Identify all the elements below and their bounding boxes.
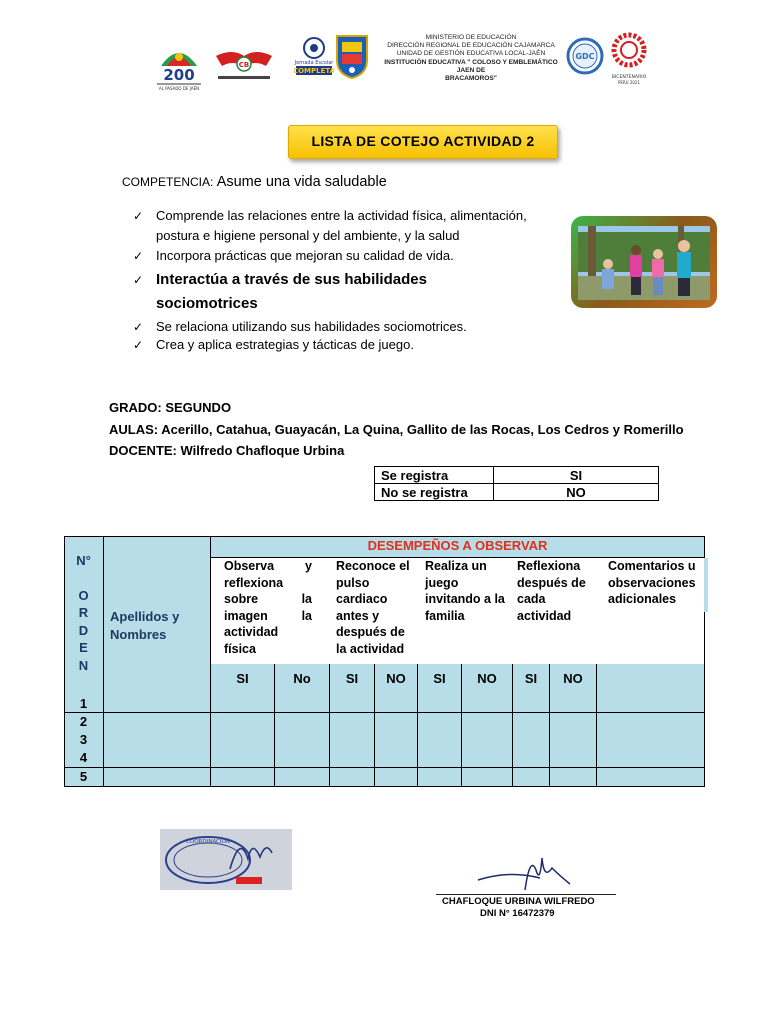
row-number: 3 bbox=[79, 732, 88, 747]
checkmark-icon: ✓ bbox=[133, 320, 144, 334]
checkmark-icon: ✓ bbox=[133, 273, 144, 287]
si-label: SI bbox=[345, 671, 359, 686]
svg-text:COMPLETA: COMPLETA bbox=[294, 67, 334, 75]
docente-line: DOCENTE: Wilfredo Chafloque Urbina bbox=[109, 443, 345, 458]
capacities-list bbox=[133, 206, 543, 355]
table-cell: NO bbox=[494, 484, 659, 501]
comments-header: Comentarios u observaciones adicionales bbox=[608, 559, 696, 606]
bicentennial-jaen-logo bbox=[153, 44, 205, 92]
si-label: SI bbox=[236, 671, 249, 686]
table-cell: No se registra bbox=[375, 484, 494, 501]
table-row bbox=[375, 484, 659, 501]
document-title: LISTA DE COTEJO ACTIVIDAD 2 bbox=[288, 125, 558, 159]
svg-text:200: 200 bbox=[163, 66, 195, 84]
svg-text:AL PASADO DE JAÉN: AL PASADO DE JAÉN bbox=[158, 86, 200, 91]
coordination-stamp bbox=[160, 829, 292, 890]
si-label: SI bbox=[433, 671, 446, 686]
no-label: No bbox=[293, 671, 311, 686]
checkmark-icon: ✓ bbox=[133, 338, 144, 352]
independence-crest-logo bbox=[212, 46, 276, 86]
table-cell: SI bbox=[494, 467, 659, 484]
svg-text:PERÚ 2021: PERÚ 2021 bbox=[617, 80, 641, 85]
gdc-logo bbox=[566, 35, 604, 77]
no-label: NO bbox=[386, 671, 406, 686]
table-row bbox=[375, 467, 659, 484]
row-number: 2 bbox=[79, 714, 88, 729]
criterion-3-header: Realiza un juego invitando a la familia bbox=[425, 559, 505, 623]
list-item: ✓ Se relaciona utilizando sus habilidades sociomotrices. bbox=[133, 317, 543, 337]
grado-line: GRADO: SEGUNDO bbox=[109, 400, 232, 415]
criterion-4-header: Reflexiona después de cada actividad bbox=[517, 559, 586, 623]
competencia-value: Asume una vida saludable bbox=[216, 174, 387, 190]
criterion-1-header: Observa y reflexiona sobre la imagen la actividad física bbox=[224, 559, 312, 656]
names-header: Apellidos y Nombres bbox=[110, 609, 180, 642]
competencia-label: COMPETENCIA: bbox=[122, 175, 214, 189]
section-header: DESEMPEÑOS A OBSERVAR bbox=[367, 538, 548, 553]
bicentenario-peru-logo bbox=[608, 30, 650, 90]
checkmark-icon: ✓ bbox=[133, 209, 144, 223]
list-item: ✓ Comprende las relaciones entre la actividad física, alimentación, postura e higiene personal y del ambiente, y la salud bbox=[133, 208, 527, 243]
school-shield-logo bbox=[335, 32, 369, 80]
register-legend-table bbox=[374, 466, 659, 501]
svg-text:CB: CB bbox=[238, 61, 250, 69]
svg-text:COORDINACIÓN: COORDINACIÓN bbox=[186, 839, 230, 845]
row-number: 4 bbox=[79, 750, 88, 765]
row-number: 1 bbox=[79, 696, 88, 711]
criterion-2-header: Reconoce el pulso cardiaco antes y después de la actividad bbox=[336, 559, 410, 656]
no-label: NO bbox=[563, 671, 583, 686]
list-item: ✓ Interactúa a través de sus habilidades sociomotrices bbox=[133, 268, 456, 316]
row-number: 5 bbox=[79, 769, 88, 784]
checkmark-icon: ✓ bbox=[133, 249, 144, 263]
ministry-header-text: MINISTERIO DE EDUCACIÓN DIRECCIÓN REGIONAL DE EDUCACIÓN CAJAMARCA UNIDAD DE GESTIÓN EDUCATIVA LOCAL-JAÉN INSTITUCIÓN EDUCATIVA " COLOSO Y EMBLEMÁTICO JAEN DE BRACAMOROS" bbox=[384, 34, 558, 83]
jornada-escolar-completa-logo bbox=[294, 36, 334, 80]
svg-text:BICENTENARIO: BICENTENARIO bbox=[611, 75, 647, 80]
teacher-name: CHAFLOQUE URBINA WILFREDO bbox=[442, 896, 595, 907]
svg-text:GDC: GDC bbox=[575, 52, 595, 61]
orden-header: N° O R D E N bbox=[76, 553, 91, 673]
teacher-signature bbox=[470, 850, 580, 896]
list-item: ✓ Crea y aplica estrategias y tácticas de juego. bbox=[133, 335, 543, 355]
checklist-table bbox=[64, 536, 705, 787]
svg-text:Jornada Escolar: Jornada Escolar bbox=[294, 60, 334, 66]
aulas-line: AULAS: Acerillo, Catahua, Guayacán, La Quina, Gallito de las Rocas, Los Cedros y Romerillo bbox=[109, 422, 684, 437]
table-cell: Se registra bbox=[375, 467, 494, 484]
competencia-line bbox=[122, 174, 387, 190]
family-exercise-photo bbox=[578, 226, 710, 300]
teacher-dni: DNI N° 16472379 bbox=[480, 908, 555, 919]
no-label: NO bbox=[477, 671, 497, 686]
si-label: SI bbox=[524, 671, 538, 686]
list-item: ✓ Incorpora prácticas que mejoran su calidad de vida. bbox=[133, 246, 543, 266]
